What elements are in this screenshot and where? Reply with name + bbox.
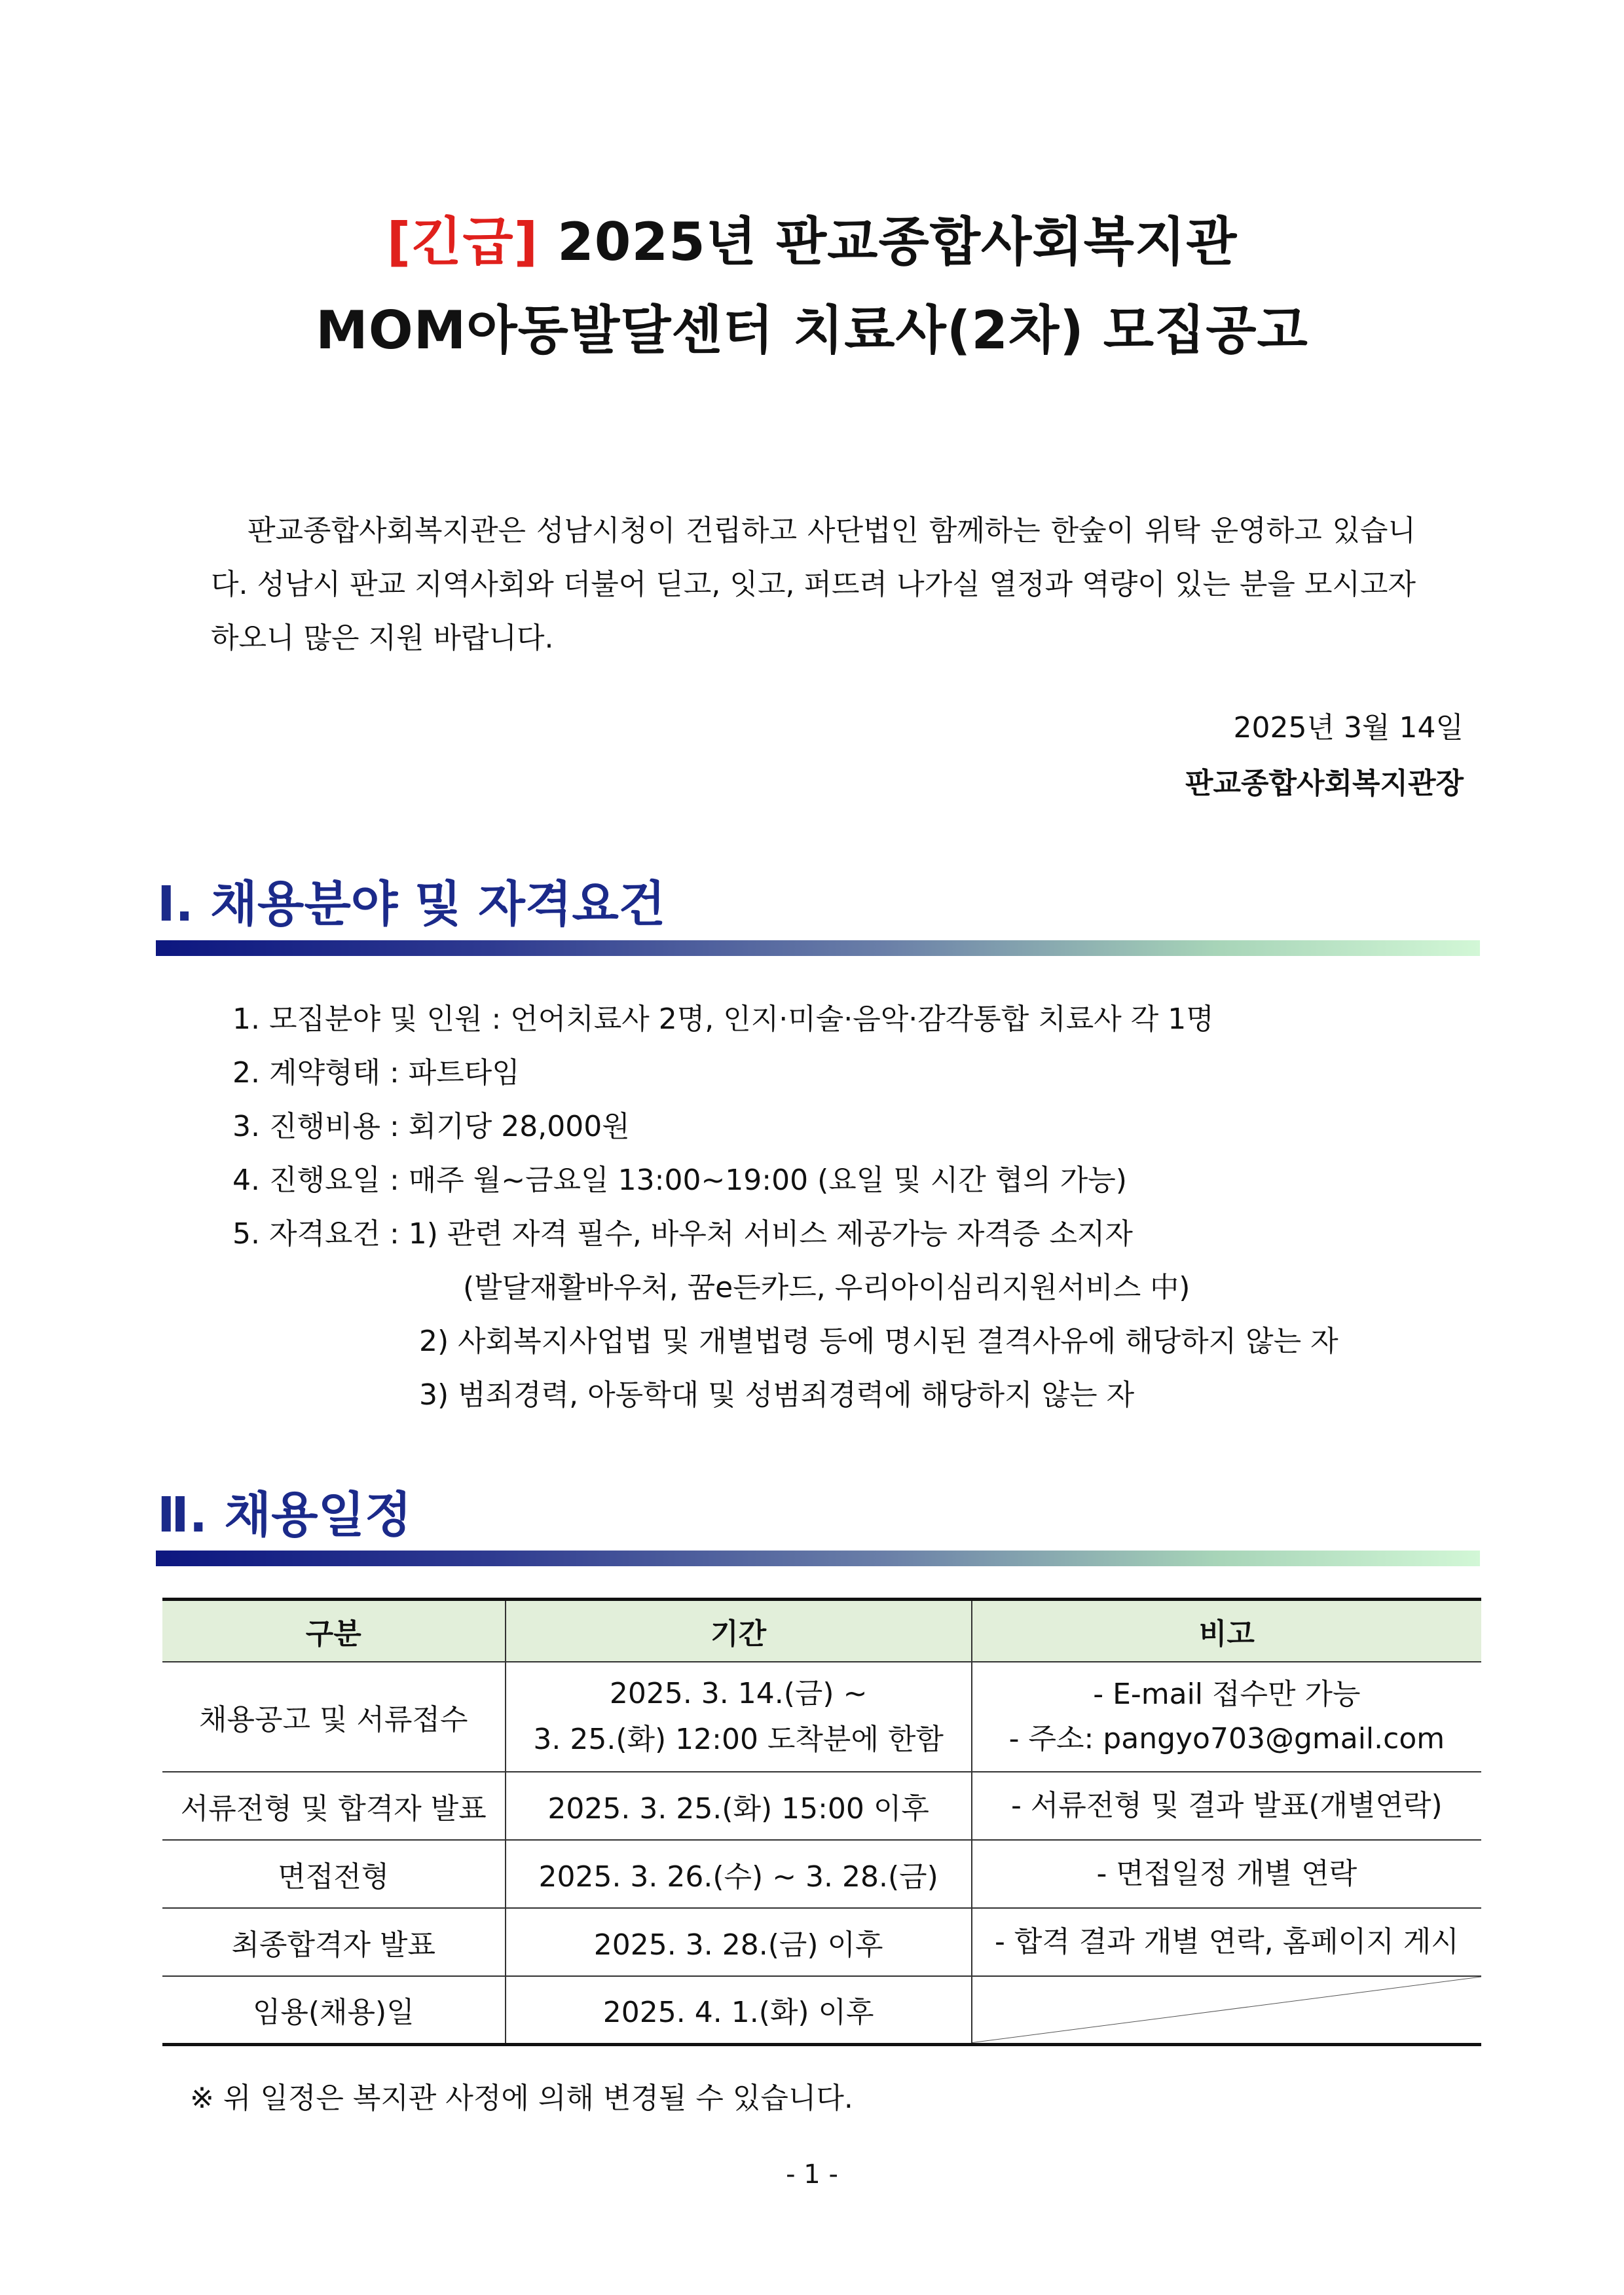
row-note xyxy=(972,1662,1481,1772)
requirement-subitem: (발달재활바우처, 꿈e든카드, 우리아이심리지원서비스 中) xyxy=(463,1271,1190,1304)
row-period: 2025. 3. 26.(수) ~ 3. 28.(금) xyxy=(506,1840,972,1908)
row-category: 채용공고 및 서류접수 xyxy=(162,1662,506,1772)
row-period-line2: 3. 25.(화) 12:00 도착분에 한함 xyxy=(533,1723,944,1756)
row-category: 면접전형 xyxy=(162,1840,506,1908)
table-row xyxy=(162,1976,1481,2044)
row-category: 서류전형 및 합격자 발표 xyxy=(162,1772,506,1840)
row-period-line1: 2025. 3. 14.(금) ~ xyxy=(609,1677,868,1710)
requirement-item: 5. 자격요건 : 1) 관련 자격 필수, 바우처 서비스 제공가능 자격증 소지자 xyxy=(232,1217,1133,1251)
header-note: 비고 xyxy=(972,1600,1481,1662)
announcement-date: 2025년 3월 14일 xyxy=(1233,711,1464,744)
schedule-table xyxy=(162,1598,1481,2046)
urgent-tag: [긴급] xyxy=(386,211,539,272)
diagonal-strike-line xyxy=(972,1977,1481,2043)
title-line1-text: 2025년 판교종합사회복지관 xyxy=(557,211,1238,272)
table-row xyxy=(162,1908,1481,1976)
document-title-line1 xyxy=(0,200,1624,275)
intro-paragraph xyxy=(211,504,1416,665)
row-category: 최종합격자 발표 xyxy=(162,1908,506,1976)
row-period: 2025. 3. 28.(금) 이후 xyxy=(506,1908,972,1976)
row-period: 2025. 4. 1.(화) 이후 xyxy=(506,1976,972,2044)
section1-divider xyxy=(156,940,1480,956)
section1-title: Ⅰ. 채용분야 및 자격요건 xyxy=(157,876,666,932)
page-number: - 1 - xyxy=(786,2159,838,2190)
requirement-subitem: 3) 범죄경력, 아동학대 및 성범죄경력에 해당하지 않는 자 xyxy=(419,1378,1135,1412)
section2-divider xyxy=(156,1551,1480,1566)
row-period: 2025. 3. 25.(화) 15:00 이후 xyxy=(506,1772,972,1840)
header-period: 기간 xyxy=(506,1600,972,1662)
document-title-line2: MOM아동발달센터 치료사(2차) 모집공고 xyxy=(316,300,1308,361)
row-note-empty xyxy=(972,1976,1481,2044)
row-note-line1: - E-mail 접수만 가능 xyxy=(1093,1678,1361,1711)
intro-text: 판교종합사회복지관은 성남시청이 건립하고 사단법인 함께하는 한숲이 위탁 운영하고 있습니다. 성남시 판교 지역사회와 더불어 딛고, 잇고, 퍼뜨려 나가실 열정과 역량이 있는 분을 모시고자 하오니 많은 지원 바랍니다. xyxy=(211,514,1416,655)
requirement-item: 3. 진행비용 : 회기당 28,000원 xyxy=(232,1110,630,1143)
row-period xyxy=(506,1662,972,1772)
row-category: 임용(채용)일 xyxy=(162,1976,506,2044)
row-note: - 면접일정 개별 연락 xyxy=(972,1840,1481,1908)
table-row xyxy=(162,1840,1481,1908)
signature-organization: 판교종합사회복지관장 xyxy=(1185,767,1464,800)
schedule-footnote: ※ 위 일정은 복지관 사정에 의해 변경될 수 있습니다. xyxy=(190,2082,853,2115)
requirement-item: 2. 계약형태 : 파트타임 xyxy=(232,1056,520,1090)
row-note: - 서류전형 및 결과 발표(개별연락) xyxy=(972,1772,1481,1840)
requirement-item: 1. 모집분야 및 인원 : 언어치료사 2명, 인지·미술·음악·감각통합 치료사 각 1명 xyxy=(232,1002,1214,1036)
header-category: 구분 xyxy=(162,1600,506,1662)
row-note-line2: - 주소: pangyo703@gmail.com xyxy=(1008,1722,1445,1755)
row-note: - 합격 결과 개별 연락, 홈페이지 게시 xyxy=(972,1908,1481,1976)
table-row xyxy=(162,1662,1481,1772)
requirement-subitem: 2) 사회복지사업법 및 개별법령 등에 명시된 결격사유에 해당하지 않는 자 xyxy=(419,1325,1338,1358)
table-row xyxy=(162,1772,1481,1840)
table-header-row xyxy=(162,1600,1481,1662)
requirement-item: 4. 진행요일 : 매주 월~금요일 13:00~19:00 (요일 및 시간 협의 가능) xyxy=(232,1164,1127,1197)
section2-title: Ⅱ. 채용일정 xyxy=(157,1487,412,1543)
